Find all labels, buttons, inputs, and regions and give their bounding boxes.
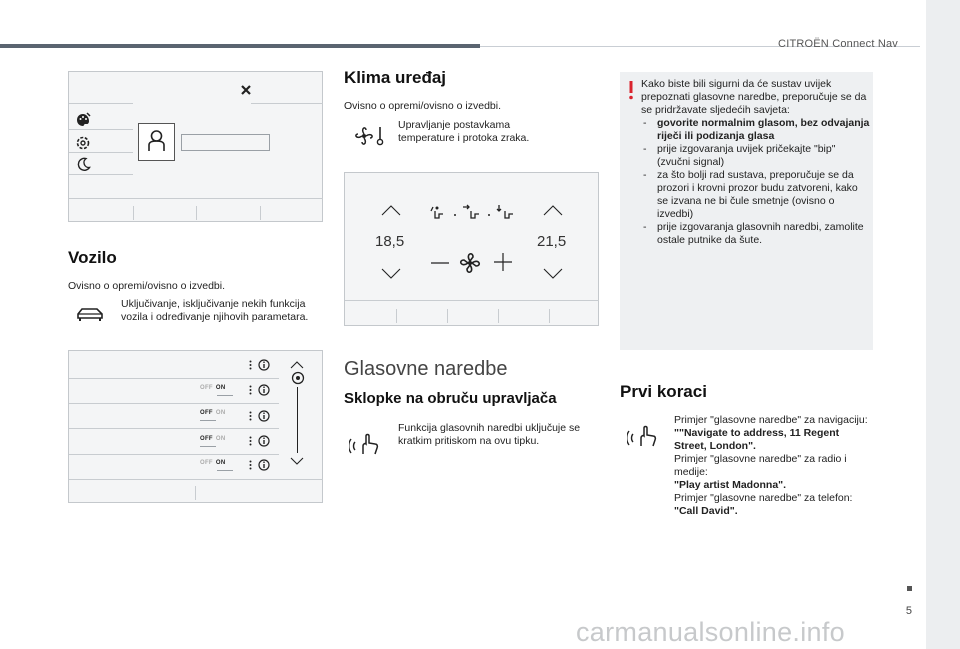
- palette-icon[interactable]: [75, 112, 91, 128]
- chevron-up-icon[interactable]: [290, 361, 304, 369]
- voice-command-description: Funkcija glasovnih naredbi uključuje se kratkim pritiskom na ovu tipku.: [398, 422, 581, 447]
- tips-intro: Kako biste bili sigurni da će sustav uvijek prepoznati glasovne naredbe, preporučuje se da se pridržavate sljedećih savjeta:: [641, 78, 867, 116]
- watermark: carmanualsonline.info: [576, 617, 845, 647]
- page-side-strip: [926, 0, 960, 649]
- prvi-koraci-examples: Primjer "glasovne naredbe" za navigaciju: ""Navigate to address, 11 Regent Street, London". Primjer "glasovne naredbe" za radio i medije: "Play artist Madonna". Primjer "glasovne naredbe" za telefon: "Call David".: [674, 414, 868, 517]
- info-icon[interactable]: [258, 384, 270, 396]
- toggle-3[interactable]: OFF ON: [200, 436, 226, 442]
- left-temp-down-icon[interactable]: [381, 268, 401, 279]
- more-options-icon[interactable]: [249, 385, 252, 395]
- right-temp-down-icon[interactable]: [543, 268, 563, 279]
- settings-gear-icon[interactable]: [74, 134, 92, 152]
- more-options-icon[interactable]: [249, 460, 252, 470]
- prvi-koraci-heading: Prvi koraci: [620, 382, 707, 401]
- info-icon[interactable]: [258, 459, 270, 471]
- vozilo-description: Uključivanje, isključivanje nekih funkcija vozila i određivanje njihovih parametara.: [121, 298, 309, 323]
- vozilo-intro: Ovisno o opremi/ovisno o izvedbi.: [68, 280, 225, 292]
- tips-list: [641, 117, 871, 247]
- right-temp-up-icon[interactable]: [543, 205, 563, 216]
- page-bullet: [907, 586, 912, 591]
- info-icon[interactable]: [258, 410, 270, 422]
- more-options-icon[interactable]: [249, 436, 252, 446]
- toggle-4[interactable]: OFF ON: [200, 460, 226, 466]
- chevron-down-icon[interactable]: [290, 457, 304, 465]
- header-title: CITROËN Connect Nav: [778, 38, 898, 50]
- page-number: 5: [905, 605, 912, 617]
- toggle-1[interactable]: OFF ON: [200, 385, 226, 391]
- fan-temperature-icon: [352, 124, 386, 148]
- moon-icon[interactable]: [76, 157, 91, 172]
- left-temperature: 18,5: [375, 233, 405, 250]
- steering-controls-heading: Sklopke na obruču upravljača: [344, 390, 557, 407]
- list-item: - za što bolji rad sustava, preporučuje se da prozori i krovni prozor budu zatvoreni, kako se izvana ne bi čule smetnje (ovisno o izvedbi): [641, 169, 871, 221]
- scroll-position-icon[interactable]: [291, 371, 305, 385]
- more-options-icon[interactable]: [249, 411, 252, 421]
- left-temp-up-icon[interactable]: [381, 205, 401, 216]
- info-icon[interactable]: [258, 359, 270, 371]
- klima-description: Upravljanje postavkama temperature i protoka zraka.: [398, 119, 530, 144]
- header-bar: [0, 44, 480, 48]
- fan-speed-decrease-icon[interactable]: [431, 261, 449, 265]
- right-temperature: 21,5: [537, 233, 567, 250]
- fan-speed-increase-icon[interactable]: [494, 253, 512, 271]
- glasovne-heading: Glasovne naredbe: [344, 358, 508, 380]
- fan-icon: [458, 251, 482, 275]
- close-icon[interactable]: [240, 84, 252, 96]
- voice-command-icon: [349, 428, 381, 458]
- list-item: - prije izgovaranja glasovnih naredbi, zamolite ostale putnike da šute.: [641, 221, 871, 247]
- warning-exclamation-icon: [627, 80, 635, 100]
- climate-screen: [344, 172, 599, 326]
- list-item: - govorite normalnim glasom, bez odvajanja riječi ili podizanja glasa: [641, 117, 871, 143]
- air-distribution-icons[interactable]: [429, 203, 519, 223]
- vehicle-screen: [68, 350, 323, 503]
- list-item: - prije izgovaranja uvijek pričekajte "bip" (zvučni signal): [641, 143, 871, 169]
- user-profile-button[interactable]: [138, 123, 175, 161]
- profile-name-field[interactable]: [181, 134, 270, 151]
- info-icon[interactable]: [258, 435, 270, 447]
- vozilo-heading: Vozilo: [68, 248, 117, 267]
- klima-intro: Ovisno o opremi/ovisno o izvedbi.: [344, 100, 501, 112]
- voice-command-icon: [627, 420, 659, 450]
- toggle-2[interactable]: OFF ON: [200, 410, 226, 416]
- more-options-icon[interactable]: [249, 360, 252, 370]
- car-icon: [75, 304, 105, 324]
- klima-heading: Klima uređaj: [344, 68, 447, 87]
- apps-screen: [68, 71, 323, 222]
